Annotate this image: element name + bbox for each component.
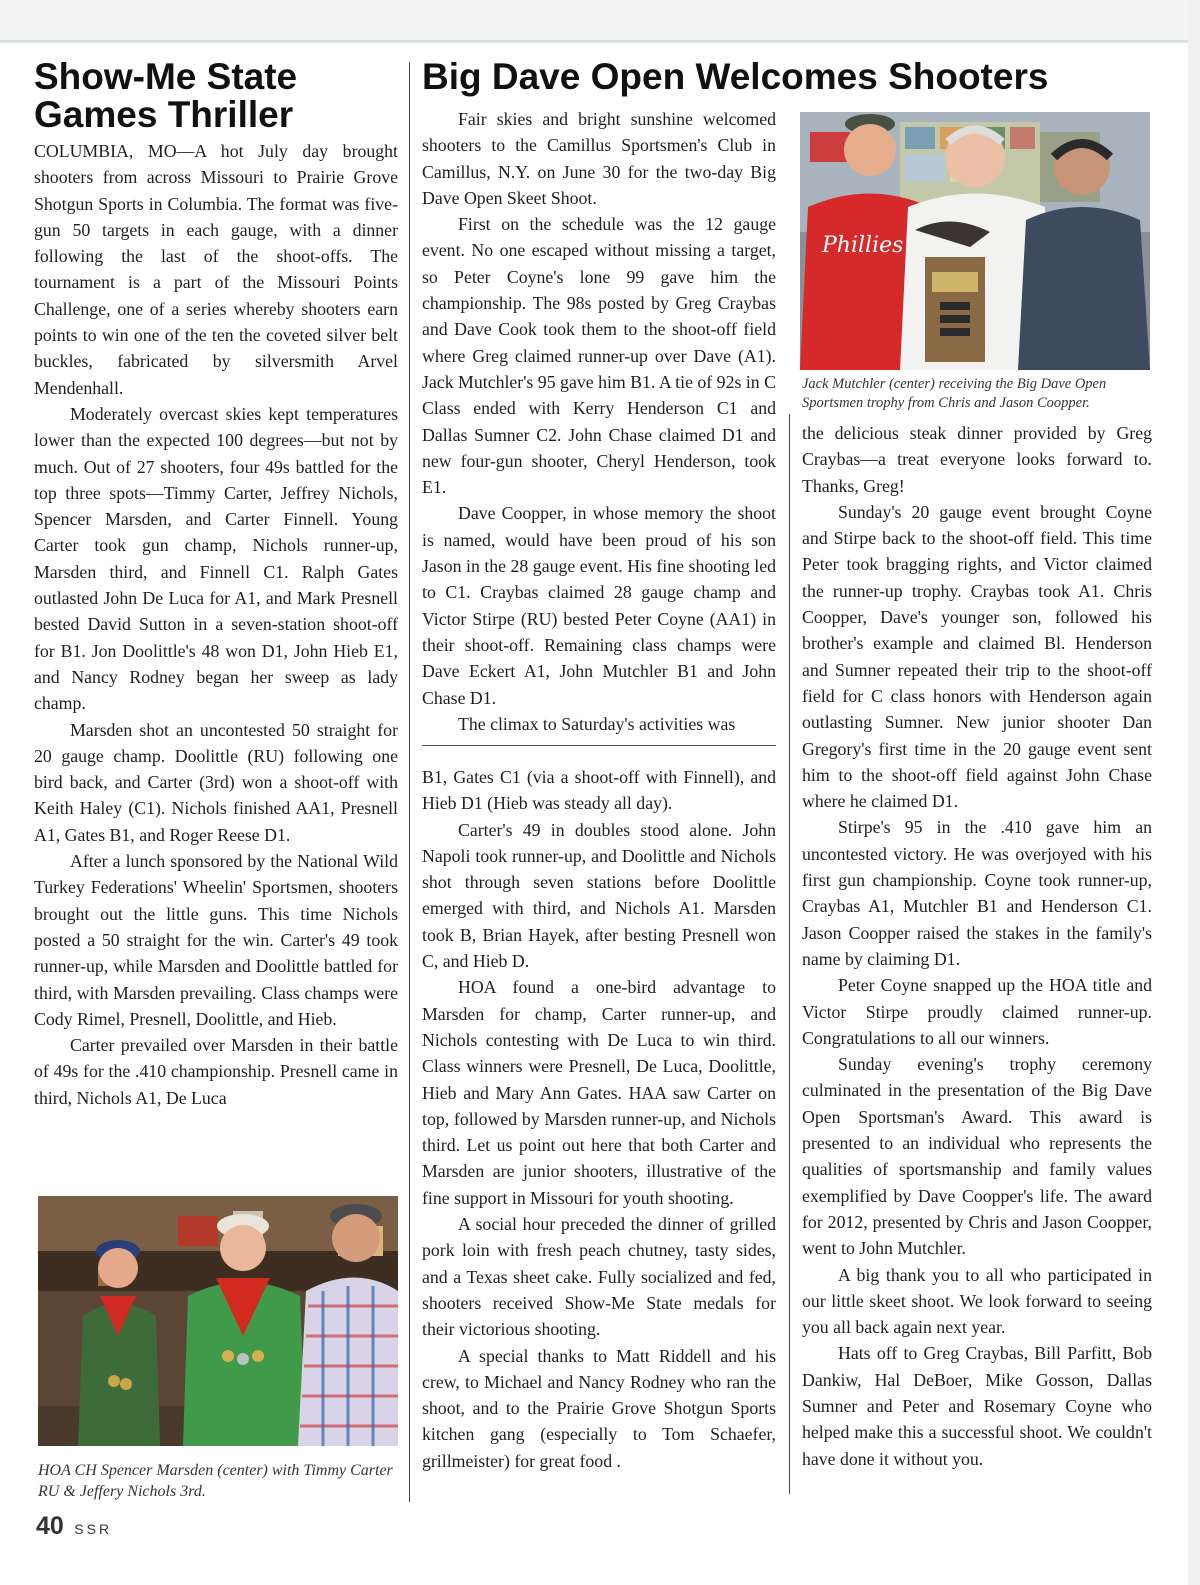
publication-name: SSR bbox=[74, 1521, 113, 1537]
paragraph: The climax to Saturday's activities was bbox=[458, 713, 736, 734]
paragraph: Fair skies and bright sunshine welcomed shooters to the Camillus Sportsmen's Club in Camillus, N.Y. on June 30 for the two-day Big Dave Open Skeet Shoot. bbox=[422, 109, 776, 208]
paragraph: A big thank you to all who participated in our little skeet shoot. We look forward to seeing you all back again next year. bbox=[802, 1264, 1152, 1338]
right-article-photo bbox=[800, 112, 1150, 370]
paragraph: First on the schedule was the 12 gauge event. No one escaped without missing a target, so Peter Coyne's lone 99 gave him the championship. The 98s posted by Greg Craybas and Dave Cook took them to the shoot-off field where Greg claimed runner-up over Dave (A1). Jack Mutchler's 95 gave him B1. A tie of 92s in C Class ended with Kerry Henderson C1 and Dallas Sumner C2. John Chase claimed D1 and new four-gun shooter, Cheryl Henderson, took E1. bbox=[422, 214, 776, 498]
paragraph: After a lunch sponsored by the National Wild Turkey Federations' Wheelin' Sportsmen, shooters brought out the little guns. This time Nichols posted a 50 straight for the win. Carter's 49 took runner-up, while Marsden and Doolittle battled for third, with Marsden prevailing. Class champs were Cody Rimel, Presnell, Doolittle, and Hieb. bbox=[34, 851, 398, 1029]
page-top-margin bbox=[0, 0, 1200, 41]
paragraph: Dave Coopper, in whose memory the shoot is named, would have been proud of his son Jason in the 28 gauge event. His fine shooting led to C1. Craybas claimed 28 gauge champ and Victor Stirpe (RU) bested Peter Coyne (AA1) in their shoot-off. Remaining class champs were Dave Eckert A1, John Mutchler B1 and John Chase D1. bbox=[422, 503, 776, 708]
page-edge bbox=[1188, 0, 1200, 1585]
paragraph: Carter's 49 in doubles stood alone. John Napoli took runner-up, and Doolittle and Nichols shot through seven stations before Doolittle emerged with third, and Nichols A1. Marsden took B, Brian Hayek, after besting Presnell won C, and Hieb D. bbox=[422, 819, 776, 972]
left-article-title: Show-Me State Games Thriller bbox=[34, 56, 298, 136]
page-number: 40 bbox=[36, 1512, 64, 1540]
paragraph: A social hour preceded the dinner of grilled pork loin with fresh peach chutney, tasty sides, and a Texas sheet cake. Fully socialized and fed, shooters received Show-Me State medals for their victorious shooting. bbox=[422, 1214, 776, 1340]
trophy-presentation-photo bbox=[800, 112, 1150, 370]
right-article-continued bbox=[802, 420, 1152, 1472]
top-rule bbox=[0, 41, 1200, 43]
paragraph: Peter Coyne snapped up the HOA title and Victor Stirpe proudly claimed runner-up. Congratulations to all our winners. bbox=[802, 975, 1152, 1048]
paragraph: Sunday evening's trophy ceremony culminated in the presentation of the Big Dave Open Sportsman's Award. This award is presented to an individual who represents the qualities of sportsmanship and family values exemplified by Dave Coopper's life. The award for 2012, presented by Chris and Jason Coopper, went to John Mutchler. bbox=[802, 1054, 1152, 1259]
paragraph: Marsden shot an uncontested 50 straight for 20 gauge champ. Doolittle (RU) following one bird back, and Carter (3rd) won a shoot-off with Keith Haley (C1). Nichols finished AA1, Presnell A1, Gates B1, and Roger Reese D1. bbox=[34, 719, 398, 845]
left-article-continued bbox=[422, 764, 776, 1474]
column-divider bbox=[409, 62, 410, 1502]
page-footer bbox=[36, 1512, 112, 1541]
left-photo-caption: HOA CH Spencer Marsden (center) with Timmy Carter RU & Jeffery Nichols 3rd. bbox=[38, 1462, 393, 1500]
paragraph: Stirpe's 95 in the .410 gave him an uncontested victory. He was overjoyed with his first gun championship. Coyne took runner-up, Craybas A1, Mutchler B1 and Henderson C1. Jason Coopper raised the stakes in the family's name by claiming D1. bbox=[802, 817, 1152, 969]
three-shooters-photo bbox=[38, 1196, 398, 1446]
paragraph: Sunday's 20 gauge event brought Coyne and Stirpe back to the shoot-off field. This time Peter took bragging rights, and Victor claimed the runner-up trophy. Craybas took A1. Chris Coopper, Dave's younger son, followed his brother's example and claimed Bl. Henderson and Sumner repeated their trip to the shoot-off field for C class honors with Henderson again outlasting Sumner. New junior shooter Dan Gregory's first time in the 20 gauge event sent him to the shoot-off field against John Chase where he claimed D1. bbox=[802, 501, 1152, 812]
left-article-body bbox=[34, 138, 398, 1111]
paragraph: the delicious steak dinner provided by Greg Craybas—a treat everyone looks forward to. Thanks, Greg! bbox=[802, 423, 1152, 496]
paragraph: Carter prevailed over Marsden in their battle of 49s for the .410 championship. Presnell came in third, Nichols A1, De Luca bbox=[34, 1035, 398, 1108]
phillies-shirt-logo: Phillies bbox=[822, 233, 904, 258]
right-article-body bbox=[422, 106, 776, 737]
paragraph: HOA found a one-bird advantage to Marsden for champ, Carter runner-up, and Nichols contesting with De Luca to win third. Class winners were Presnell, De Luca, Doolittle, Hieb and Mary Ann Gates. HAA saw Carter on top, followed by Marsden runner-up, and Nichols third. Let us point out here that both Carter and Marsden are junior shooters, illustrative of the fine support in Missouri for youth shooting. bbox=[422, 977, 776, 1208]
paragraph: B1, Gates C1 (via a shoot-off with Finnell), and Hieb D1 (Hieb was steady all day). bbox=[422, 767, 776, 814]
left-article-photo bbox=[38, 1196, 398, 1446]
section-divider bbox=[422, 745, 776, 746]
paragraph: Hats off to Greg Craybas, Bill Parfitt, Bob Dankiw, Hal DeBoer, Mike Gosson, Dallas Sumner and Peter and Rosemary Coyne who helped make this a successful shoot. We couldn't have done it without you. bbox=[802, 1343, 1152, 1469]
right-article-title: Big Dave Open Welcomes Shooters bbox=[422, 56, 1049, 97]
paragraph: Moderately overcast skies kept temperatures lower than the expected 100 degrees—but not by much. Out of 27 shooters, four 49s battled for the top three spots—Timmy Carter, Jeffrey Nichols, Spencer Marsden, and Carter Finnell. Young Carter took gun champ, Nichols runner-up, Marsden third, and Finnell C1. Ralph Gates outlasted John De Luca for A1, and Mark Presnell bested David Sutton in a seven-station shoot-off for B1. Jon Doolittle's 48 won D1, John Hieb E1, and Nancy Rodney began her sweep as lady champ. bbox=[34, 403, 398, 714]
paragraph: A special thanks to Matt Riddell and his crew, to Michael and Nancy Rodney who ran the shoot, and to the Prairie Grove Shotgun Sports kitchen gang (especially to Tom Schaefer, grillmeister) for great food . bbox=[422, 1345, 776, 1471]
column-divider-right bbox=[789, 414, 790, 1494]
right-photo-caption: Jack Mutchler (center) receiving the Big Dave Open Sportsmen trophy from Chris and Jason Coopper. bbox=[802, 376, 1107, 411]
paragraph: COLUMBIA, MO—A hot July day brought shooters from across Missouri to Prairie Grove Shotgun Sports in Columbia. The format was five-gun 50 targets in each gauge, with a dinner following the last of the shoot-offs. The tournament is a part of the Missouri Points Challenge, one of a series whereby shooters earn points to win one of the ten the coveted silver belt buckles, fabricated by silversmith Arvel Mendenhall. bbox=[34, 141, 398, 398]
